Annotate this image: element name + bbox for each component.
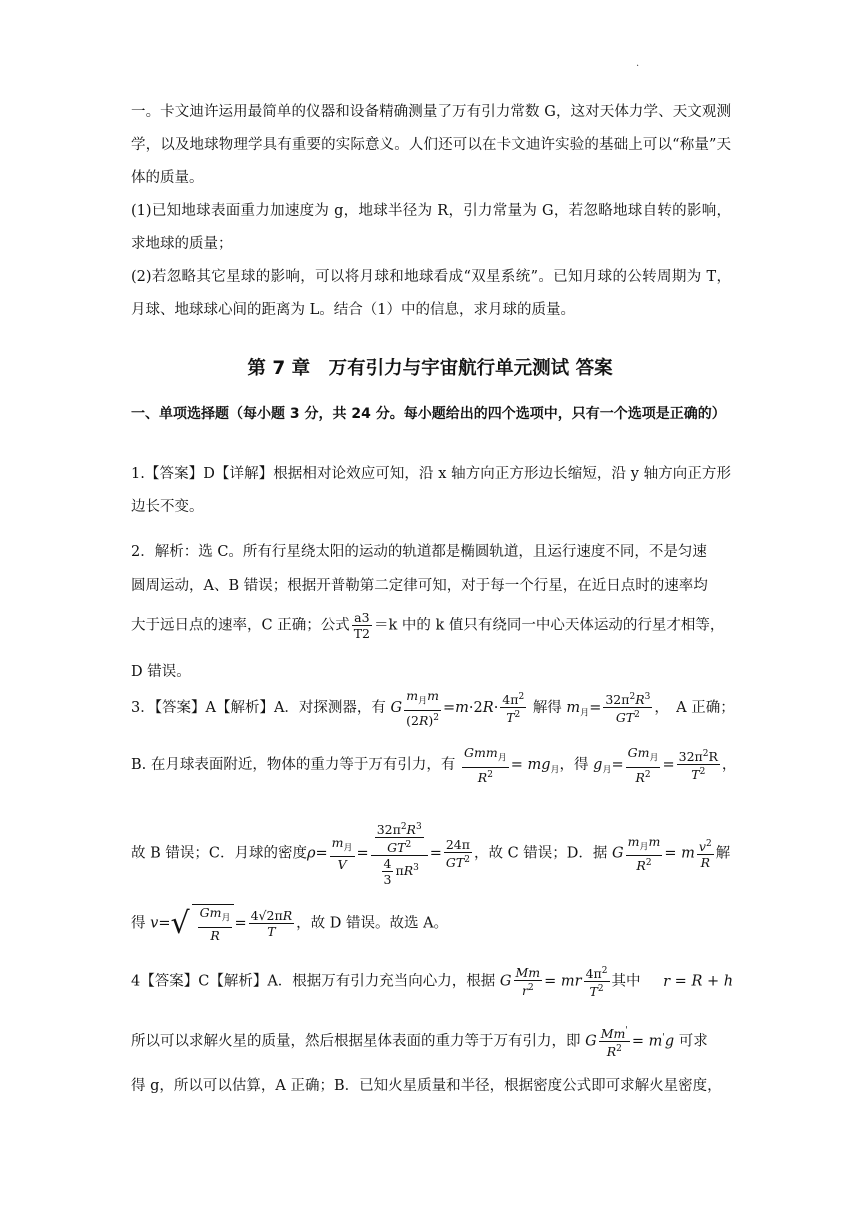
answer-2-line-4: D 错误。: [131, 664, 191, 680]
answer-3-line-4: 得 v=√ $\frac{Gm_月}{R}$ = $\frac{4√2\pi R}{T}$ ，故 D 错误。故选 A。: [131, 905, 449, 943]
answer-2-line-1: 2．解析：选 C。所有行星绕太阳的运动的轨道都是椭圆轨道，且运行速度不同，不是匀速: [131, 544, 707, 560]
question-intro: 一。卡文迪许运用最简单的仪器和设备精确测量了万有引力常数 G，这对天体力学、天文观测学，以及地球物理学具有重要的实际意义。人们还可以在卡文迪许实验的基础上可以“称量”天体的质量。: [131, 104, 731, 186]
answer-4-line-2: 所以可以求解火星的质量，然后根据星体表面的重力等于万有引力，即 G $\frac{Mm'}{R^2}$ = m'g 可求: [131, 1026, 708, 1060]
kepler-fraction: $\frac{a3}{T2}$: [353, 610, 370, 641]
answer-3-line-3: 故 B 错误；C．月球的密度ρ= $\frac{m_月}{V}$ = $\frac{32\pi^2R^3}{GT^2}$ $\frac{4}{3}$ $\pi R^3$ = $\frac{24\pi}{GT^2}$ ，故 C 错误；D．据 G $\frac{m_月m}{R^2}$ = m $\frac{v^2}{R}$ 解: [131, 822, 731, 888]
answer-4-line-3: 得 g，所以可以估算，A 正确；B．已知火星质量和半径，根据密度公式即可求解火星密度，: [131, 1078, 722, 1094]
answer-1: 1.【答案】D【详解】根据相对论效应可知，沿 x 轴方向正方形边长缩短，沿 y 轴方向正方形边长不变。: [131, 466, 731, 515]
answer-2-line-3: 大于远日点的速率，C 正确；公式 $\frac{a3}{T2}$ ＝k 中的 k 值只有绕同一中心天体运动的行星才相等，: [131, 610, 725, 641]
answer-4-line-1: 4【答案】C【解析】A．根据万有引力充当向心力，根据 G $\frac{Mm}{r^2}$ = mr $\frac{4\pi^2}{T^2}$ 其中 r = R + h: [131, 965, 734, 1000]
question-part1: (1)已知地球表面重力加速度为 g，地球半径为 R，引力常量为 G，若忽略地球自转的影响，求地球的质量；: [131, 203, 731, 252]
answer-3-line-1: 3．【答案】A【解析】A．对探测器，有 G $\frac{m_月m}{(2R)^2}$ =m·2R· $\frac{4\pi^2}{T^2}$ 解得 $m_月=$ $\frac{32\pi^2R^3}{GT^2}$ ， A 正确；: [131, 688, 735, 728]
question-part2: (2)若忽略其它星球的影响，可以将月球和地球看成“双星系统”。已知月球的公转周期为 T，月球、地球球心间的距离为 L。结合（1）中的信息，求月球的质量。: [131, 269, 731, 318]
answer-3-line-2: B. 在月球表面附近，物体的重力等于万有引力，有 $\frac{Gmm_月}{R^2}$ = $mg_月$，得 $g_月=$ $\frac{Gm_月}{R^2}$ = $\frac{32\pi^2R}{T^2}$ ，: [131, 745, 737, 785]
answer-section-heading: 一、单项选择题（每小题 3 分，共 24 分。每小题给出的四个选项中，只有一个选项是正确的）: [131, 406, 726, 422]
answer-title: 第 7 章 万有引力与宇宙航行单元测试 答案: [247, 358, 613, 379]
header-dot: .: [636, 58, 640, 69]
answer-2-line-2: 圆周运动，A、B 错误；根据开普勒第二定律可知，对于每一个行星，在近日点时的速率均: [131, 578, 708, 594]
